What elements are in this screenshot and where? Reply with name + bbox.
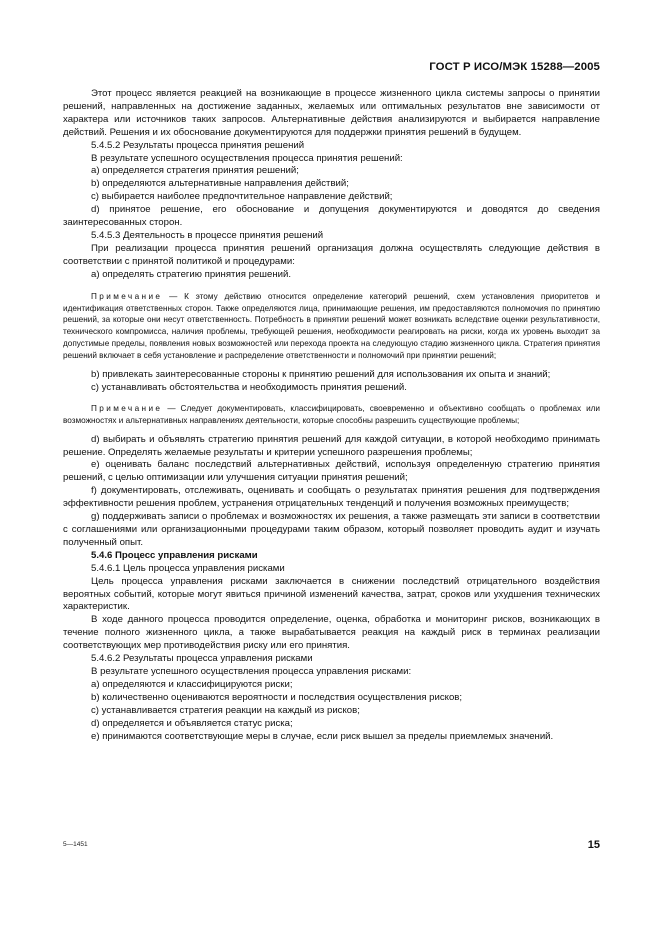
paragraph: Цель процесса управления рисками заключается в снижении последствий отрицательного воздействия вероятных событий, которые могут явиться причиной изменений качества, затрат, сроков или ухудшения технических характеристик. (63, 575, 600, 613)
subsection-heading: 5.4.6.1 Цель процесса управления рисками (91, 562, 285, 574)
paragraph: В результате успешного осуществления процесса управления рисками: (91, 665, 412, 677)
list-item: a) определяются и классифицируются риски; (91, 678, 293, 690)
list-item: e) оценивать баланс последствий альтернативных действий, используя определенную стратегию принятия решений, с целью оптимизации или улучшения ситуации принятия решений; (63, 459, 600, 484)
section-heading: 5.4.6 Процесс управления рисками (91, 549, 258, 561)
list-item: c) устанавливать обстоятельства и необходимость принятия решений. (91, 381, 407, 393)
print-code: 5—1451 (63, 841, 88, 848)
list-item: f) документировать, отслеживать, оценивать и сообщать о результатах принятия решения для подтверждения эффективности решения проблем, устранения отрицательных тенденций и получения возможных преимуществ; (63, 485, 600, 510)
paragraph: Этот процесс является реакцией на возникающие в процессе жизненного цикла системы запросы о принятии решений, направленных на достижение заданных, желаемых или оптимальных результатов вне зависимости от характера или источников таких запросов. Альтернативные действия анализируются и выбирается направление действий. Решения и их обоснование документируются для поддержки принятия решений в будущем. (63, 88, 600, 138)
subsection-heading: 5.4.6.2 Результаты процесса управления рисками (91, 653, 313, 665)
list-item: c) выбирается наиболее предпочтительное направление действий; (91, 191, 393, 203)
list-item: b) привлекать заинтересованные стороны к принятию решений для использования их опыта и знаний; (91, 369, 551, 381)
list-item: e) принимаются соответствующие меры в случае, если риск вышел за пределы приемлемых значений. (91, 730, 554, 742)
standard-header: ГОСТ Р ИСО/МЭК 15288—2005 (429, 61, 600, 73)
note-label: Примечание (91, 403, 163, 413)
list-item: d) определяется и объявляется статус риска; (91, 717, 293, 729)
subsection-heading: 5.4.5.3 Деятельность в процессе принятия решений (91, 229, 324, 241)
paragraph: В результате успешного осуществления процесса принятия решений: (91, 152, 403, 164)
note (63, 291, 600, 362)
list-item: b) количественно оцениваются вероятности и последствия осуществления рисков; (91, 691, 463, 703)
list-item: d) принятое решение, его обоснование и допущения документируются и доводятся до сведения заинтересованных сторон. (63, 204, 600, 229)
note (63, 403, 600, 427)
list-item: c) устанавливается стратегия реакции на каждый из рисков; (91, 704, 360, 716)
paragraph: В ходе данного процесса проводится определение, оценка, обработка и мониторинг рисков, возникающих в течение полного жизненного цикла, а также вырабатывается реакция на каждый риск в терминах реализации соответствующих мер противодействия риску или его принятия. (63, 614, 600, 652)
list-item: a) определяется стратегия принятия решений; (91, 165, 299, 177)
paragraph: При реализации процесса принятия решений организация должна осуществлять следующие действия в соответствии с принятой политикой и процедурами: (63, 242, 600, 267)
note-label: Примечание (91, 291, 163, 301)
page-number: 15 (587, 839, 600, 851)
subsection-heading: 5.4.5.2 Результаты процесса принятия решений (91, 139, 305, 151)
note-text: — Следует документировать, классифицировать, своевременно и объективно сообщать о проблемах или возможностях и альтернативных направлениях деятельности, которые способны разрешить существующие проблемы; (63, 403, 600, 425)
document-body (63, 88, 600, 743)
list-item: a) определять стратегию принятия решений. (91, 268, 292, 280)
list-item: b) определяются альтернативные направления действий; (91, 178, 349, 190)
list-item: d) выбирать и объявлять стратегию принятия решений для каждой ситуации, в которой необходимо принимать решение. Определять желаемые результаты и критерии успешного разрешения проблемы; (63, 433, 600, 458)
list-item: g) поддерживать записи о проблемах и возможностях их решения, а также размещать эти записи в соответствии с соглашениями или организационными процедурами таким образом, который позволяет проводить аудит и изучать полученный опыт. (63, 511, 600, 548)
note-text: — К этому действию относится определение категорий решений, схем установления приоритетов и идентификация ответственных сторон. Также определяются лица, принимающие решения, им предоставляются полномочия по принятию решений, за которые они несут ответственность. Потребность в принятии решений может возникать вследствие оценки результативности, технического компромисса, наличия проблемы, требующей решения, необходимости реагировать на риски, когда их уровень выходит за допустимые пределы, появления новых возможностей или перехода проекта на следующую стадию жизненного цикла. Стратегия принятия решений включает в себя установление и распределение ответственности и полномочий при принятии решений; (63, 291, 600, 361)
